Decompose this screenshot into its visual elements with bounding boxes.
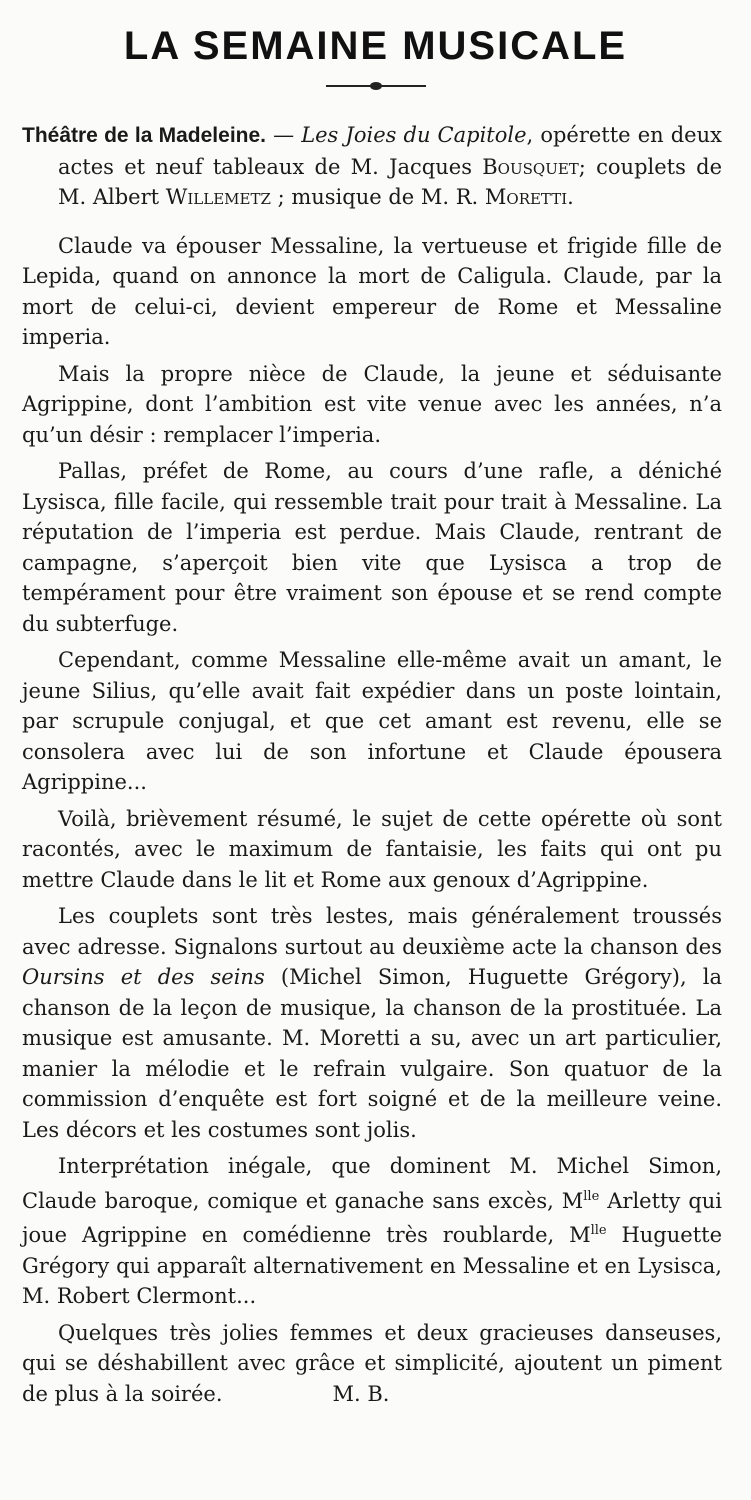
title-ornament-divider: [326, 82, 426, 90]
article-body: [22, 120, 722, 1415]
mlle-abbrev: lle: [583, 1188, 600, 1204]
interpretation-text-c: Huguette Grégory qui apparaît alternativement en Messaline et en Lysisca, M. Robert Clermont...: [22, 1223, 723, 1308]
song-title: Oursins et des seins: [22, 965, 265, 989]
composer-name: Moretti: [484, 185, 568, 209]
review-heading: [22, 120, 722, 213]
paragraph-plot-1: Claude va épouser Messaline, la vertueuse et frigide fille de Lepida, quand on annonce la mort de Caligula. Claude, par la mort de celui-ci, devient empereur de Rome et Messaline imperia.: [22, 233, 722, 349]
couplets-text-a: Les couplets sont très lestes, mais généralement troussés avec adresse. Signalons surtout au deuxième acte la chanson des: [22, 904, 722, 959]
paragraph-plot-3: Pallas, préfet de Rome, au cours d’une rafle, a déniché Lysisca, fille facile, qui ressemble trait pour trait à Messaline. La réputation de l’imperia est perdue. Mais Claude, rentrant de campagne, s’aperçoit bien vite que Lysisca a trop de tempérament pour être vraiment son épouse et se rend compte du subterfuge.: [22, 459, 722, 636]
lyricist-name: Willemetz: [165, 185, 271, 209]
closing-text: Quelques très jolies femmes et deux gracieuses danseuses, qui se déshabillent avec grâce et simplicité, ajoutent un piment de plus à la soirée.: [22, 1320, 722, 1406]
author-name: Bousquet: [482, 154, 579, 179]
mlle-abbrev: lle: [590, 1223, 607, 1238]
ornament-icon: [370, 82, 382, 90]
author-signature: M. B.: [332, 1381, 390, 1406]
heading-text-d: .: [567, 185, 574, 209]
work-title: Les Joies du Capitole: [301, 123, 527, 147]
paragraph-couplets: [22, 901, 722, 1145]
paragraph-plot-2: Mais la propre nièce de Claude, la jeune et séduisante Agrippine, dont l’ambition est vite venue avec les années, n’a qu’un désir : remplacer l’imperia.: [22, 361, 722, 447]
venue-name: Théâtre de la Madeleine.: [22, 124, 266, 147]
paragraph-closing: [22, 1318, 722, 1410]
interpretation-text-b: Arletty qui joue Agrippine en comédienne très roublarde, M: [22, 1188, 722, 1247]
heading-dash: —: [266, 123, 302, 147]
couplets-text-b: (Michel Simon, Huguette Grégory), la chanson de la leçon de musique, la chanson de la prostituée. La musique est amusante. M. Moretti a su, avec un art particulier, manier la mélodie et le refrain vulgaire. Son quatuor de la commission d’enquête est fort soigné et de la meilleure veine. Les décors et les costumes sont jolis.: [22, 965, 722, 1142]
paragraph-summary: Voilà, brièvement résumé, le sujet de cette opérette où sont racontés, avec le maximum de fantaisie, les faits qui ont pu mettre Claude dans le lit et Rome aux genoux d’Agrippine.: [22, 806, 722, 892]
heading-text-b: ; couplets de M. Albert: [58, 154, 723, 209]
paragraph-interpretation: [22, 1151, 722, 1312]
paragraph-plot-4: Cependant, comme Messaline elle-même avait un amant, le jeune Silius, qu’elle avait fait expédier dans un poste lointain, par scrupule conjugal, et que cet amant est revenu, elle se consolera avec lui de son infortune et Claude épousera Agrippine...: [22, 648, 722, 794]
interpretation-text-a: Interprétation inégale, que dominent M. Michel Simon, Claude baroque, comique et ganache sans excès, M: [22, 1154, 722, 1213]
article-title: LA SEMAINE MUSICALE: [123, 24, 628, 68]
heading-text-c: ; musique de M. R.: [270, 185, 485, 209]
heading-text-a: , opérette en deux actes et neuf tableaux de M. Jacques: [58, 123, 722, 179]
